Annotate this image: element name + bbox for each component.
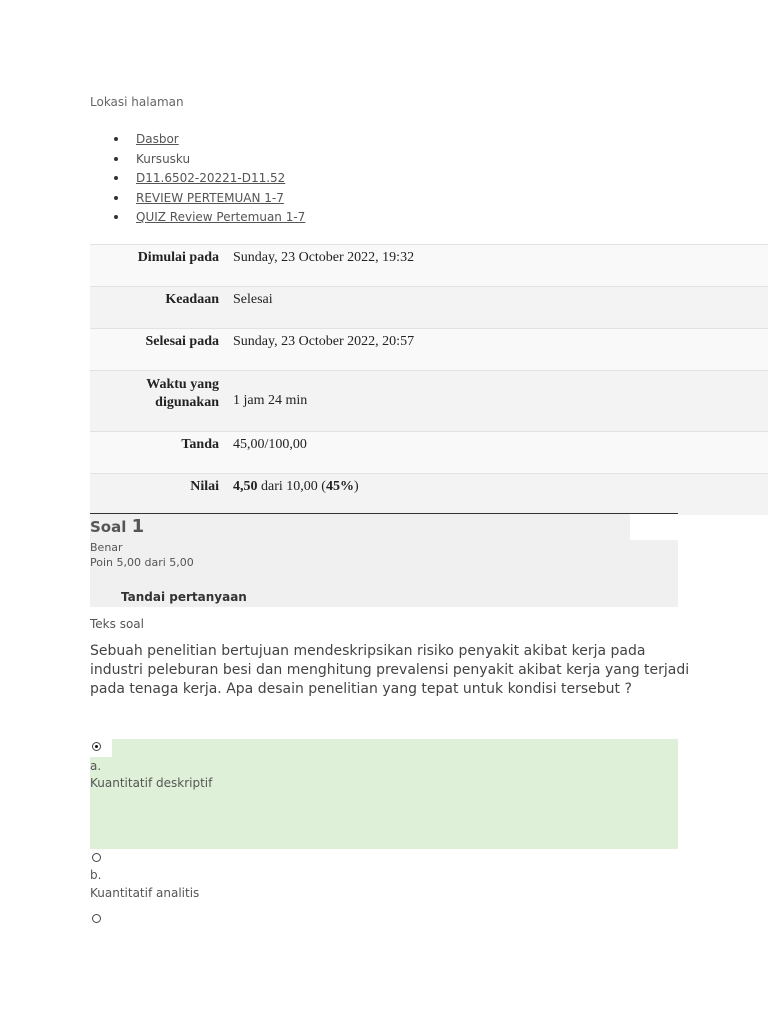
summary-label-line: Waktu yang [146, 377, 219, 392]
answer-text: Kuantitatif deskriptif [90, 776, 213, 790]
summary-value: 45,00/100,00 [233, 432, 768, 473]
question-grade: Poin 5,00 dari 5,00 [90, 556, 194, 569]
radio-button-selected[interactable] [92, 742, 101, 751]
answer-option-a[interactable] [90, 739, 678, 849]
breadcrumb [90, 131, 305, 229]
breadcrumb-item-quiz[interactable] [90, 209, 305, 229]
summary-row-time-taken [90, 371, 768, 432]
summary-label: Nilai [90, 474, 233, 515]
panel-gap [630, 514, 678, 540]
question-state: Benar [90, 541, 123, 554]
answer-text: Kuantitatif analitis [90, 886, 200, 900]
grade-end: ) [353, 479, 359, 494]
radio-button[interactable] [92, 853, 101, 862]
summary-label: Dimulai pada [90, 245, 233, 286]
summary-value: 1 jam 24 min [233, 371, 768, 431]
breadcrumb-link[interactable]: Dasbor [136, 132, 179, 146]
grade-score: 4,50 [233, 479, 258, 494]
breadcrumb-item-dasbor[interactable] [90, 131, 305, 151]
breadcrumb-link[interactable]: REVIEW PERTEMUAN 1-7 [136, 190, 284, 205]
summary-label-line: digunakan [155, 395, 219, 410]
summary-value: Sunday, 23 October 2022, 20:57 [233, 329, 768, 370]
summary-row-started [90, 245, 768, 287]
summary-value: Sunday, 23 October 2022, 19:32 [233, 245, 768, 286]
summary-label: Tanda [90, 432, 233, 473]
summary-row-completed [90, 329, 768, 371]
question-title-prefix: Soal [90, 518, 127, 536]
grade-mid: dari 10,00 ( [257, 479, 326, 494]
question-title [90, 516, 144, 537]
question-info-panel [90, 513, 678, 607]
radio-button[interactable] [92, 914, 101, 923]
summary-row-marks [90, 432, 768, 474]
question-number: 1 [131, 516, 145, 537]
question-text: Sebuah penelitian bertujuan mendeskripsikan risiko penyakit akibat kerja pada industri peleburan besi dan menghitung prevalensi penyakit akibat kerja yang terjadi pada tenaga kerja. Apa desain penelitian yang tepat untuk kondisi tersebut ? [90, 643, 690, 697]
summary-label: Keadaan [90, 287, 233, 328]
grade-percent: 45% [325, 479, 354, 494]
answer-letter: b. [90, 868, 102, 882]
summary-row-state [90, 287, 768, 329]
breadcrumb-text: Kursusku [136, 151, 191, 166]
summary-label: Selesai pada [90, 329, 233, 370]
flag-question-link[interactable]: Tandai pertanyaan [121, 590, 247, 604]
attempt-summary-table [90, 244, 768, 515]
summary-label [90, 371, 233, 431]
summary-value [233, 474, 768, 515]
breadcrumb-item-course[interactable] [90, 170, 305, 190]
breadcrumb-item-section[interactable] [90, 190, 305, 210]
breadcrumb-item-kursusku [90, 151, 305, 171]
answer-letter: a. [90, 759, 102, 773]
summary-row-grade [90, 474, 768, 515]
breadcrumb-link[interactable]: QUIZ Review Pertemuan 1-7 [136, 210, 306, 224]
summary-value: Selesai [233, 287, 768, 328]
breadcrumb-label: Lokasi halaman [90, 95, 184, 109]
question-text-label: Teks soal [90, 617, 144, 631]
breadcrumb-link[interactable]: D11.6502-20221-D11.52 [136, 171, 286, 185]
